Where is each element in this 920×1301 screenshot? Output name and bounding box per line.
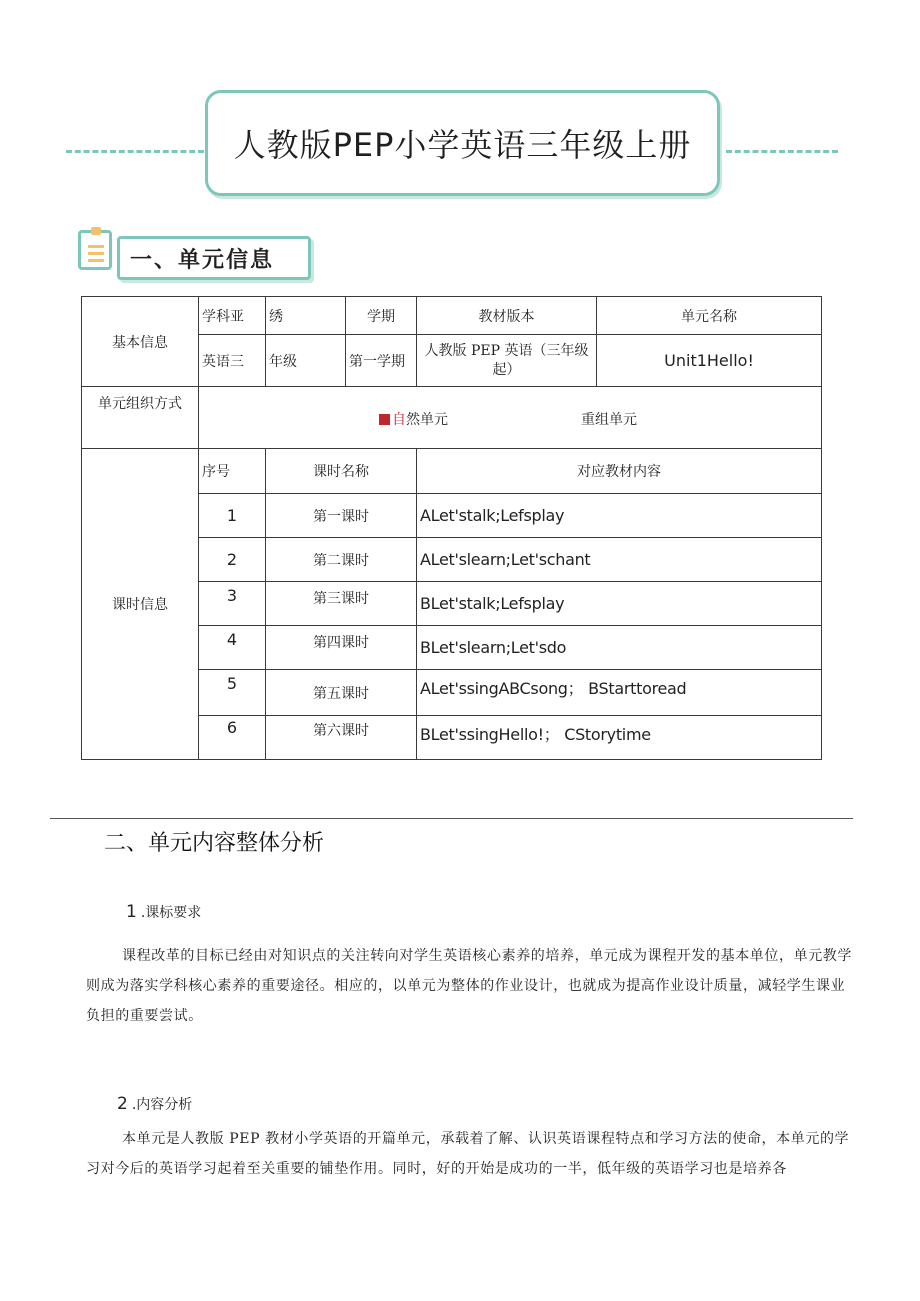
- col-header-name: 课时名称: [266, 449, 417, 494]
- section1-heading: 一、单元信息: [130, 247, 275, 273]
- lesson-no: 5: [199, 670, 266, 716]
- subject-label: 学科亚: [199, 297, 266, 335]
- paragraph-curriculum: 课程改革的目标已经由对知识点的关注转向对学生英语核心素养的培养，单元成为课程开发的基本单位，单元教学则成为落实学科核心素养的重要途径。相应的，以单元为整体的作业设计，也就成为提高作业设计质量，减轻学生课业负担的重要尝试。: [86, 948, 852, 1024]
- col-header-content: 对应教材内容: [417, 449, 822, 494]
- lesson-info-label: 课时信息: [82, 449, 199, 760]
- unit-info-table: [81, 296, 822, 760]
- lesson-no: 1: [199, 494, 266, 538]
- lesson-content: ALet'slearn;Let'schant: [417, 538, 822, 582]
- lesson-name: 第五课时: [266, 670, 417, 716]
- lesson-content: BLet'ssingHello!； CStorytime: [417, 716, 822, 760]
- title-dashes-left: [66, 150, 204, 153]
- lesson-name: 第三课时: [266, 582, 417, 626]
- term-value: 第一学期: [346, 335, 417, 387]
- edition-value: 人教版 PEP 英语（三年级起）: [417, 335, 597, 387]
- lesson-content: BLet'slearn;Let'sdo: [417, 626, 822, 670]
- unit-name-value: Unit1Hello!: [597, 335, 822, 387]
- org-method-options: [199, 387, 822, 449]
- checked-square-icon: [379, 414, 390, 425]
- regroup-unit-option[interactable]: 重组单元: [581, 412, 637, 428]
- lesson-content: BLet'stalk;Lefsplay: [417, 582, 822, 626]
- clipboard-icon: [78, 230, 112, 270]
- subsection2-heading: 2 .内容分析: [117, 1094, 193, 1114]
- lesson-name: 第六课时: [266, 716, 417, 760]
- lesson-no: 6: [199, 716, 266, 760]
- page-title: 人教版PEP小学英语三年级上册: [233, 126, 692, 164]
- subsection1-heading: 1 .课标要求: [126, 902, 202, 922]
- section-divider: [50, 818, 853, 819]
- subject-value: 英语三: [199, 335, 266, 387]
- lesson-name: 第四课时: [266, 626, 417, 670]
- lesson-no: 4: [199, 626, 266, 670]
- term-label: 学期: [346, 297, 417, 335]
- title-banner: [205, 90, 720, 196]
- section1-header: [117, 236, 311, 280]
- org-method-label: 单元组织方式: [82, 387, 199, 449]
- lesson-content: ALet'ssingABCsong； BStarttoread: [417, 670, 822, 716]
- lesson-content: ALet'stalk;Lefsplay: [417, 494, 822, 538]
- grade-value: 年级: [266, 335, 346, 387]
- unit-name-label: 单元名称: [597, 297, 822, 335]
- basic-info-label: 基本信息: [82, 297, 199, 387]
- title-dashes-right: [726, 150, 838, 153]
- edition-label: 教材版本: [417, 297, 597, 335]
- paragraph-content-analysis: 本单元是人教版 PEP 教材小学英语的开篇单元，承载着了解、认识英语课程特点和学习方法的使命，本单元的学习对今后的英语学习起着至关重要的铺垫作用。同时，好的开始是成功的一半，低年级的英语学习也是培养各: [86, 1131, 850, 1177]
- natural-unit-option[interactable]: 自然单元: [379, 409, 448, 429]
- section2-heading: 二、单元内容整体分析: [104, 831, 325, 856]
- lesson-no: 2: [199, 538, 266, 582]
- lesson-name: 第一课时: [266, 494, 417, 538]
- lesson-no: 3: [199, 582, 266, 626]
- subject-label-2: 绣: [266, 297, 346, 335]
- lesson-name: 第二课时: [266, 538, 417, 582]
- col-header-no: 序号: [199, 449, 266, 494]
